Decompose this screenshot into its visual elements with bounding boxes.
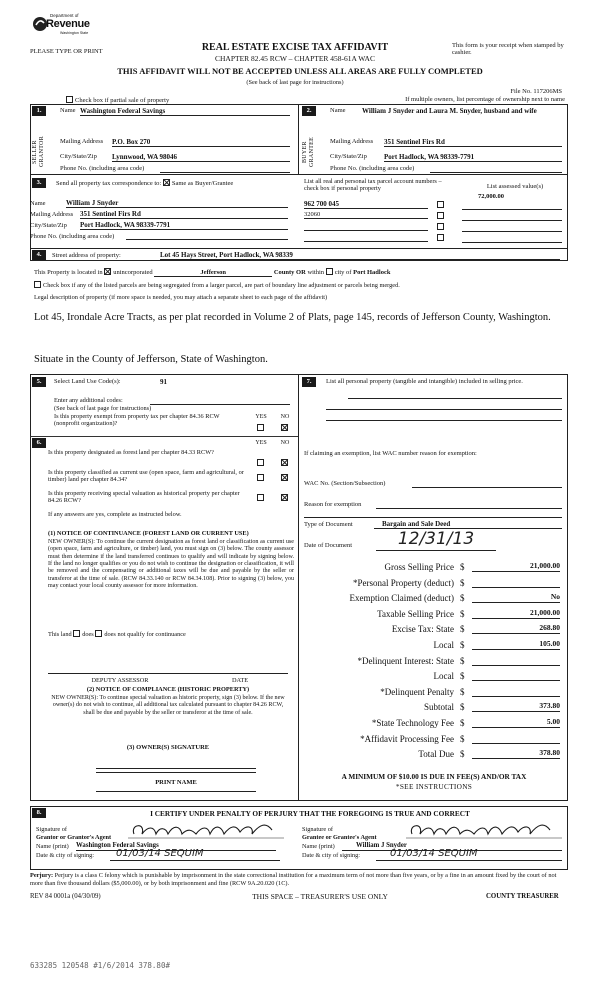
perjury-text: Perjury is a class C felony which is punishable by imprisonment in the state correctional institution for a maximum term of not more than five years, or by a fine in an amount fixed by the court of not more than five thousand dollars ($5,000.00), or by both imprisonment and fine (RCW 9A.20.020 (1C). xyxy=(30,872,557,887)
s6-yes-header: YES xyxy=(255,440,267,446)
exempt-no-checkbox[interactable] xyxy=(281,424,288,431)
seller-side-label: SELLER GRANTOR xyxy=(32,136,45,168)
section-1-number: 1. xyxy=(32,106,46,116)
fee-value: No xyxy=(472,593,560,603)
seller-mailing: P.O. Box 270 xyxy=(112,138,290,147)
fee-minimum-note: A MINIMUM OF $10.00 IS DUE IN FEE(S) AND/OR TAX xyxy=(341,772,527,781)
current-use-question: Is this property classified as current use (open space, farm and agricultural, or timber) land per chapter 84.34? xyxy=(48,469,244,484)
logo-small-text: Department of xyxy=(50,13,79,18)
fee-label: Total Due xyxy=(418,749,454,760)
seller-mailing-label: Mailing Address xyxy=(60,138,104,145)
revenue-logo xyxy=(32,12,102,38)
city-checkbox[interactable] xyxy=(326,268,333,275)
seller-phone-label: Phone No. (including area code) xyxy=(60,165,145,172)
fee-dollar-sign: $ xyxy=(460,608,465,619)
unincorporated-checkbox[interactable] xyxy=(104,268,111,275)
seller-city: Lynnwood, WA 98046 xyxy=(112,153,290,162)
fee-row xyxy=(304,638,564,654)
partial-sale-checkbox[interactable] xyxy=(66,96,73,103)
parcel-header: List all real and personal tax parcel account numbers – check box if personal property xyxy=(304,178,442,193)
location-row xyxy=(34,268,564,277)
fee-label: *Affidavit Processing Fee xyxy=(360,733,454,744)
unincorporated-label: unincorporated xyxy=(113,269,153,276)
same-as-buyer-checkbox[interactable] xyxy=(163,179,170,186)
deputy-assessor-label: DEPUTY ASSESSOR xyxy=(91,677,149,684)
fee-value: 21,000.00 xyxy=(472,609,560,619)
does-not-label: does not qualify for continuance xyxy=(104,631,186,638)
perjury-notice xyxy=(30,872,568,888)
section-6-number: 6. xyxy=(32,438,46,448)
s5-yes-header: YES xyxy=(255,414,267,420)
fee-label: *Personal Property (deduct) xyxy=(353,577,454,588)
reason-label: Reason for exemption xyxy=(304,501,362,508)
parcel-1: 962 700 045 xyxy=(304,200,428,209)
fee-dollar-sign: $ xyxy=(460,718,465,728)
county-value: Jefferson xyxy=(154,269,272,277)
wac-field xyxy=(412,480,562,488)
grantor-date-city: 01/03/14 SEQUIM xyxy=(110,848,280,861)
grantor-name-print: Washington Federal Savings xyxy=(76,842,276,851)
additional-codes-label: Enter any additional codes: xyxy=(54,397,123,404)
doc-type-value: Bargain and Sale Deed xyxy=(374,520,562,529)
section-8-number: 8. xyxy=(32,808,46,818)
fee-dollar-sign: $ xyxy=(460,577,465,588)
correspondence-row xyxy=(56,179,233,187)
fee-dollar-sign: $ xyxy=(460,686,465,697)
fee-value: 21,000.00 xyxy=(472,562,560,572)
fee-row xyxy=(304,716,564,732)
correspondence-label: Send all property tax correspondence to: xyxy=(56,180,162,187)
buyer-phone-label: Phone No. (including area code) xyxy=(330,165,415,172)
fee-value xyxy=(472,687,560,697)
personal-property-label: List all personal property (tangible and intangible) included in selling price. xyxy=(326,378,523,385)
segregated-checkbox[interactable] xyxy=(34,281,41,288)
seller-name: Washington Federal Savings xyxy=(80,107,290,116)
treasurer-stamp: 633285 120548 #1/6/2014 378.80# xyxy=(30,961,170,970)
buyer-mailing-label: Mailing Address xyxy=(330,138,374,145)
notice-2-body: NEW OWNER(S): To continue special valuation as historic property, sign (3) below. If the new owner(s) do not wish to continue, all additional tax calculated pursuant to chapter 84.26 RCW, shall be due and payable by the seller or transferor at the time of sale. xyxy=(51,695,285,716)
fee-label: Taxable Selling Price xyxy=(377,608,454,619)
street-address: Lot 45 Hays Street, Port Hadlock, WA 98339 xyxy=(160,251,560,260)
if-yes-note: If any answers are yes, complete as instructed below. xyxy=(48,511,182,518)
grantee-signature xyxy=(404,820,564,842)
section-7-number: 7. xyxy=(302,377,316,387)
land-use-see-back: (See back of last page for instructions) xyxy=(54,405,152,412)
certify-statement: I CERTIFY UNDER PENALTY OF PERJURY THAT THE FOREGOING IS TRUE AND CORRECT xyxy=(150,809,470,818)
doc-date-label: Date of Document xyxy=(304,542,353,549)
buyer-name-label: Name xyxy=(330,107,346,114)
buyer-name: William J Snyder and Laura M. Snyder, husband and wife xyxy=(362,107,537,115)
exempt-yes-checkbox[interactable] xyxy=(257,424,264,431)
fee-dollar-sign: $ xyxy=(460,702,465,713)
fee-label: *State Technology Fee xyxy=(371,718,454,728)
grantee-name-label: Name (print) xyxy=(302,843,335,850)
legal-label: Legal description of property (if more space is needed, you may attach a separate sheet to each page of the affidavit) xyxy=(34,294,328,301)
legal-description-1: Lot 45, Irondale Acre Tracts, as per plat recorded in Volume 2 of Plats, page 145, records of Jefferson County, Washington. xyxy=(34,312,551,323)
buyer-phone-field xyxy=(430,165,562,173)
owner-signature-label: (3) OWNER(S) SIGNATURE xyxy=(126,744,210,751)
fee-row xyxy=(304,700,564,716)
buyer-city-label: City/State/Zip xyxy=(330,153,367,160)
corr-city-label: City/State/Zip xyxy=(30,222,67,229)
grantor-sig-label-1: Signature of xyxy=(36,826,67,833)
fee-row xyxy=(304,591,564,607)
notice-1-title: (1) NOTICE OF CONTINUANCE (FOREST LAND OR CURRENT USE) xyxy=(48,530,249,537)
fee-value: 5.00 xyxy=(472,718,560,728)
fee-label: *Delinquent Penalty xyxy=(380,686,454,697)
parcel-2: 32060 xyxy=(304,211,428,219)
print-name-label: PRINT NAME xyxy=(155,779,197,786)
fee-label: Subtotal xyxy=(423,702,454,713)
corr-phone-label: Phone No. (including area code) xyxy=(30,233,115,240)
current-use-yes-checkbox[interactable] xyxy=(257,474,264,481)
parcel-2-personal-checkbox[interactable] xyxy=(437,212,444,219)
notice-1-body: NEW OWNER(S): To continue the current designation as forest land or classification as current use (open space, farm and agriculture, or timber) land, you must sign on (3) below. The county assessor must then determine if the land transferred continues to qualify and will indicate by signing below. If the land no longer qualifies or you do not wish to continue the designation or classification, it will be removed and the compensating or additional taxes will be due and payable by the seller or transferor at the time of sale. (RCW 84.33.140 or RCW 84.34.108). Prior to signing (3) below, you may contact your local county assessor for more information. xyxy=(48,539,294,589)
does-not-qualify-checkbox[interactable] xyxy=(95,630,102,637)
continuance-row xyxy=(48,630,186,638)
street-label: Street address of property: xyxy=(52,252,121,259)
fee-row xyxy=(304,669,564,685)
doc-type-label: Type of Document xyxy=(304,521,353,528)
grantee-sig-label-1: Signature of xyxy=(302,826,333,833)
fee-value: 268.80 xyxy=(472,624,560,634)
corr-phone-field xyxy=(126,232,288,240)
fee-label: Local xyxy=(433,671,454,682)
city-value: Port Hadlock xyxy=(353,269,391,276)
see-back-text: (See back of last page for instructions) xyxy=(246,79,344,86)
wac-label: WAC No. (Section/Subsection) xyxy=(304,480,386,487)
grantor-date-label: Date & city of signing: xyxy=(36,852,95,859)
county-treasurer-label: COUNTY TREASURER xyxy=(486,893,559,900)
segregated-row xyxy=(34,281,564,289)
section-5-number: 5. xyxy=(32,377,46,387)
fee-value xyxy=(472,656,560,666)
form-revision: REV 84 0001a (04/30/09) xyxy=(30,893,101,900)
parcel-3-personal-checkbox[interactable] xyxy=(437,223,444,230)
doc-date-value: 12/31/13 xyxy=(376,530,496,551)
fee-dollar-sign: $ xyxy=(460,562,465,572)
grantee-date-city: 01/03/14 SEQUIM xyxy=(376,848,562,861)
logo-state: Washington State xyxy=(60,31,89,35)
grantor-signature xyxy=(126,820,286,842)
print-note: PLEASE TYPE OR PRINT xyxy=(30,48,103,55)
this-land-label: This land xyxy=(48,631,72,638)
s5-no-header: NO xyxy=(280,414,290,420)
same-as-buyer-label: Same as Buyer/Grantee xyxy=(171,180,234,187)
seller-city-label: City/State/Zip xyxy=(60,153,97,160)
partial-sale-label: Check box if partial sale of property xyxy=(75,97,170,104)
fee-row xyxy=(304,654,564,670)
forest-no-checkbox[interactable] xyxy=(281,459,288,466)
fee-label: Local xyxy=(433,640,454,650)
fee-value xyxy=(472,671,560,681)
corr-name: William J Snyder xyxy=(66,199,288,208)
fee-value: 378.80 xyxy=(472,749,560,759)
historic-yes-checkbox[interactable] xyxy=(257,494,264,501)
seller-name-label: Name xyxy=(60,107,76,114)
fee-row xyxy=(304,732,564,748)
located-label: This Property is located in xyxy=(34,269,103,276)
fee-dollar-sign: $ xyxy=(460,593,465,604)
fee-label: *Delinquent Interest: State xyxy=(357,655,454,666)
does-qualify-checkbox[interactable] xyxy=(73,630,80,637)
grantor-name-label: Name (print) xyxy=(36,843,69,850)
fee-value: 105.00 xyxy=(472,640,560,650)
reason-field xyxy=(376,501,562,509)
fee-dollar-sign: $ xyxy=(460,624,465,635)
county-or-label: County OR xyxy=(273,269,306,276)
fee-dollar-sign: $ xyxy=(460,671,465,682)
corr-city: Port Hadlock, WA 98339-7791 xyxy=(80,221,288,230)
fee-row xyxy=(304,747,564,763)
grantee-date-label: Date & city of signing: xyxy=(302,852,361,859)
fee-label: Gross Selling Price xyxy=(384,562,454,572)
s6-no-header: NO xyxy=(280,440,290,446)
legal-description-2: Situate in the County of Jefferson, State of Washington. xyxy=(34,354,268,365)
form-subtitle: CHAPTER 82.45 RCW – CHAPTER 458-61A WAC xyxy=(215,54,375,63)
receipt-note: This form is your receipt when stamped by cashier. xyxy=(452,42,564,57)
fee-row xyxy=(304,685,564,701)
grantee-name-print: William J Snyder xyxy=(342,842,562,851)
fee-dollar-sign: $ xyxy=(460,640,465,650)
deputy-date-label: DATE xyxy=(231,677,249,684)
fee-label: Excise Tax: State xyxy=(391,624,454,635)
fee-value xyxy=(472,734,560,744)
buyer-mailing: 351 Sentinel Firs Rd xyxy=(384,138,562,147)
fee-dollar-sign: $ xyxy=(460,655,465,666)
exempt-question: Is this property exempt from property tax per chapter 84.36 RCW (nonprofit organization)? xyxy=(54,413,220,428)
section-2-number: 2. xyxy=(302,106,316,116)
multiple-owners-note: If multiple owners, list percentage of ownership next to name xyxy=(405,96,565,103)
seller-phone-field xyxy=(160,165,290,173)
fee-row xyxy=(304,622,564,638)
notice-2-title: (2) NOTICE OF COMPLIANCE (HISTORIC PROPERTY) xyxy=(86,686,250,693)
corr-mailing: 351 Sentinel Firs Rd xyxy=(80,210,288,219)
assessed-header: List assessed value(s) xyxy=(486,183,544,190)
section-4-number: 4. xyxy=(32,250,46,260)
segregated-label: Check box if any of the listed parcels are being segregated from a larger parcel, are part of boundary line adjustment or parcels being merged. xyxy=(43,282,400,289)
parcel-4-personal-checkbox[interactable] xyxy=(437,234,444,241)
corr-name-label: Name xyxy=(30,200,46,207)
fee-value xyxy=(472,578,560,588)
fee-row xyxy=(304,576,564,592)
forest-yes-checkbox[interactable] xyxy=(257,459,264,466)
file-number: File No. 117206MS xyxy=(510,88,562,95)
grantee-sig-label-2: Grantee or Grantee's Agent xyxy=(302,834,377,841)
warning-text: THIS AFFIDAVIT WILL NOT BE ACCEPTED UNLESS ALL AREAS ARE FULLY COMPLETED xyxy=(117,66,483,76)
parcel-1-personal-checkbox[interactable] xyxy=(437,201,444,208)
within-label: within xyxy=(307,269,325,276)
treasurer-space-label: THIS SPACE – TREASURER'S USE ONLY xyxy=(252,892,388,901)
fee-value: 373.80 xyxy=(472,702,560,712)
fee-instructions-note: *SEE INSTRUCTIONS xyxy=(395,782,473,791)
perjury-title: Perjury: xyxy=(30,872,54,879)
fee-dollar-sign: $ xyxy=(460,733,465,744)
fee-dollar-sign: $ xyxy=(460,749,465,760)
buyer-city: Port Hadlock, WA 98339-7791 xyxy=(384,153,562,162)
current-use-no-checkbox[interactable] xyxy=(281,474,288,481)
section-3-number: 3. xyxy=(32,178,46,188)
form-title: REAL ESTATE EXCISE TAX AFFIDAVIT xyxy=(201,42,389,53)
fee-row xyxy=(304,607,564,623)
land-use-label: Select Land Use Code(s): xyxy=(54,378,121,385)
does-label: does xyxy=(82,631,94,638)
historic-no-checkbox[interactable] xyxy=(281,494,288,501)
corr-mailing-label: Mailing Address xyxy=(30,211,74,218)
assessed-value: 72,000.00 xyxy=(478,193,504,200)
fee-row xyxy=(304,560,564,576)
grantor-sig-label-2: Grantor or Grantor's Agent xyxy=(36,834,112,841)
buyer-side-label: BUYER GRANTEE xyxy=(302,136,315,168)
fee-label: Exemption Claimed (deduct) xyxy=(349,593,454,604)
city-of-label: city of xyxy=(334,269,352,276)
exemption-claim-label: If claiming an exemption, list WAC number reason for exemption: xyxy=(304,450,477,457)
forest-question: Is this property designated as forest land per chapter 84.33 RCW? xyxy=(48,449,214,456)
land-use-code: 91 xyxy=(160,378,167,386)
historic-question: Is this property receiving special valuation as historical property per chapter 84.26 RCW? xyxy=(48,490,240,505)
logo-word: Revenue xyxy=(46,18,90,30)
